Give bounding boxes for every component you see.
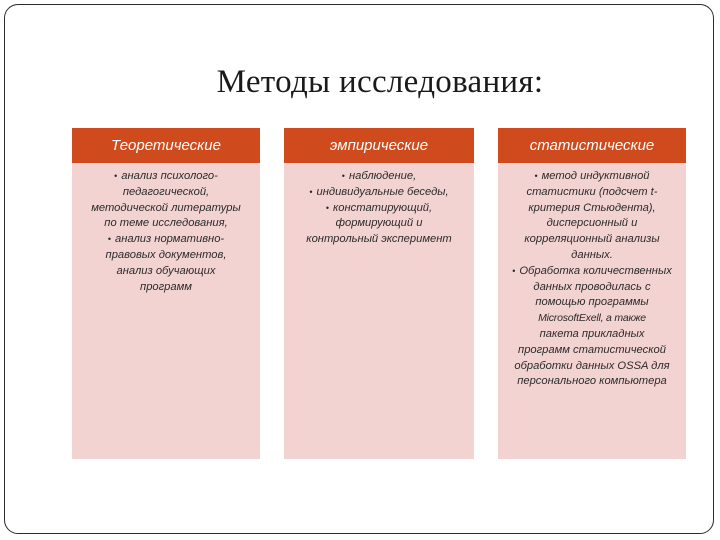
list-item [292, 201, 466, 248]
item-line: персонального компьютера [517, 375, 667, 388]
item-line: пакета прикладных [539, 327, 645, 340]
item-line: программ статистической [518, 343, 666, 356]
item-line: корреляционный анализы [524, 233, 660, 246]
item-line: метод индуктивной [541, 170, 650, 182]
list-item [80, 169, 252, 232]
item-line: правовых документов, [105, 248, 227, 261]
bullet-icon: • [341, 171, 345, 181]
list-item [506, 169, 678, 264]
item-line: контрольный эксперимент [306, 233, 452, 246]
item-line: формирующий и [335, 217, 423, 230]
item-line: статистики (подсчет t- [526, 185, 658, 198]
item-line: по теме исследования, [104, 217, 228, 230]
item-line: дисперсионный и [546, 217, 638, 230]
column-header-statistical: статистические [498, 128, 686, 163]
item-line: педагогической, [122, 185, 210, 198]
item-line: данных проводилась с [533, 280, 651, 293]
item-line: анализ психолого- [121, 170, 218, 182]
column-body-theoretical [72, 163, 260, 295]
column-theoretical [72, 128, 260, 459]
bullet-icon: • [512, 265, 516, 276]
item-line: помощью программы [535, 296, 649, 309]
list-item [292, 185, 466, 201]
item-line: констатирующий, [333, 201, 433, 214]
item-line: анализ обучающих [116, 264, 216, 277]
column-body-empirical [284, 163, 474, 248]
bullet-icon: • [114, 171, 118, 181]
column-body-statistical [498, 163, 686, 390]
item-line: анализ нормативно- [114, 233, 225, 246]
column-header-empirical: эмпирические [284, 128, 474, 163]
list-item [292, 169, 466, 185]
item-line: критерия Стьюдента), [528, 201, 656, 214]
column-statistical [498, 128, 686, 459]
item-line: данных. [571, 248, 613, 261]
bullet-icon: • [534, 171, 538, 181]
column-empirical [284, 128, 474, 459]
item-line: наблюдение, [348, 170, 417, 182]
item-line: обработки данных OSSA для [514, 359, 670, 372]
item-line: MicrosoftExell, а также [538, 312, 646, 325]
item-line: Обработка количественных [519, 264, 672, 277]
bullet-icon: • [325, 202, 329, 213]
list-item [80, 232, 252, 295]
item-line: индивидуальные беседы, [316, 185, 449, 198]
slide-title: Методы исследования: [216, 64, 544, 100]
item-line: программ [140, 280, 192, 293]
bullet-icon: • [107, 234, 111, 245]
list-item [506, 264, 678, 390]
item-line: методической литературы [91, 201, 241, 214]
column-header-theoretical: Теоретические [72, 128, 260, 163]
bullet-icon: • [309, 186, 313, 197]
